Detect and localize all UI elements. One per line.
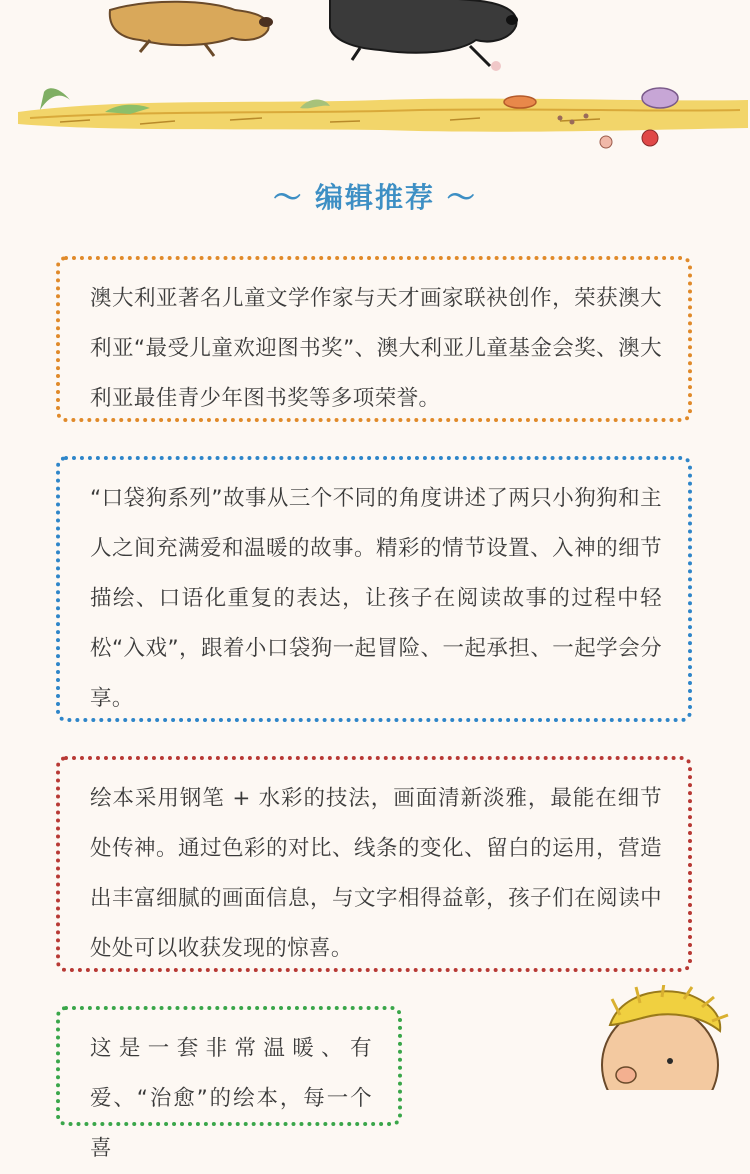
feature-text-3: 绘本采用钢笔 + 水彩的技法，画面清新淡雅，最能在细节处传神。通过色彩的对比、线条的变化、留白的运用，营造出丰富细腻的画面信息，与文字相得益彰，孩子们在阅读中处处可以收获发现的惊喜。 xyxy=(90,786,662,961)
feature-text-4: 这是一套非常温暖、有爱、“治愈”的绘本，每一个喜 xyxy=(90,1036,372,1161)
feature-text-2: “口袋狗系列”故事从三个不同的角度讲述了两只小狗狗和主人之间充满爱和温暖的故事。精彩的情节设置、入神的细节描绘、口语化重复的表达，让孩子在阅读故事的过程中轻松“入戏”，跟着小口袋狗一起冒险、一起承担、一起学会分享。 xyxy=(90,486,662,711)
dogs-running-on-beach-illustration xyxy=(0,0,750,160)
feature-box-3 xyxy=(56,756,692,972)
feature-box-2 xyxy=(56,456,692,722)
section-heading: ～ 编辑推荐 ～ xyxy=(273,181,477,214)
feature-box-4 xyxy=(56,1006,402,1161)
feature-text-1: 澳大利亚著名儿童文学作家与天才画家联袂创作，荣获澳大利亚“最受儿童欢迎图书奖”、澳大利亚儿童基金会奖、澳大利亚最佳青少年图书奖等多项荣誉。 xyxy=(90,286,662,411)
feature-box-1 xyxy=(56,256,692,422)
curly-haired-child-illustration xyxy=(550,985,750,1090)
